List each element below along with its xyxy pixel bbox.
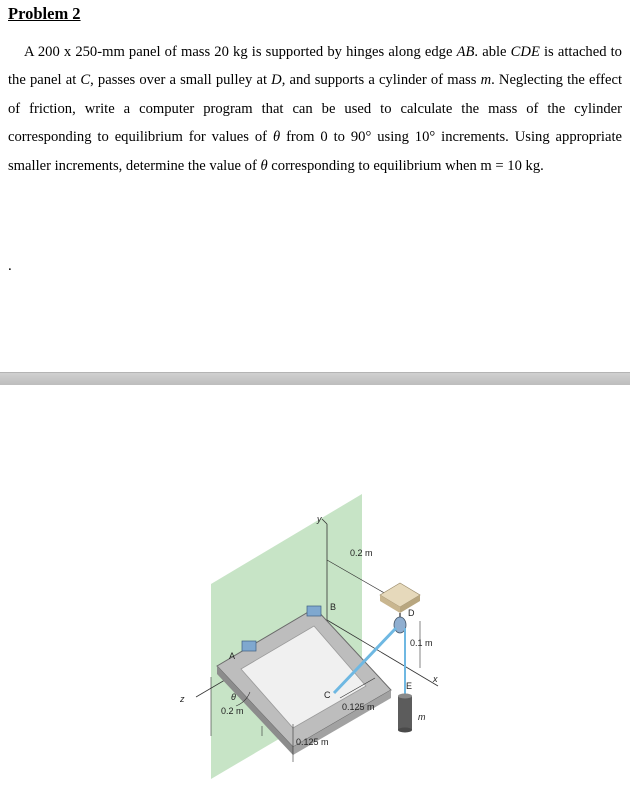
m-label: m — [418, 712, 426, 722]
dim-01m: 0.1 m — [410, 638, 433, 648]
x-label: x — [433, 674, 438, 684]
hinge-b — [307, 606, 321, 616]
y-label: y — [317, 514, 322, 524]
e-label: E — [406, 681, 413, 691]
d-label: D — [408, 608, 415, 618]
z-label: z — [180, 694, 185, 704]
cylinder-m — [398, 696, 412, 730]
panel-figure — [0, 384, 630, 787]
problem-title: Problem 2 — [8, 4, 81, 23]
c-label: C — [324, 690, 331, 700]
a-label: A — [229, 651, 236, 661]
dim-0125m-bottom: 0.125 m — [296, 737, 329, 747]
dim-0125m-right: 0.125 m — [342, 702, 375, 712]
hinge-a — [242, 641, 256, 651]
problem-statement: A 200 x 250-mm panel of mass 20 kg is supported by hinges along edge AB. able CDE is attached to the panel at C, passes over a small pulley at D, and supports a cylinder of mass m. Neglecting the effect of friction, write a computer program that can be used to calculate the mass of the cylinder corresponding to equilibrium for values of θ from 0 to 90° using 10° increments. Using appropriate smaller increments, determine the value of θ corresponding to equilibrium when m = 10 kg. — [8, 44, 622, 174]
dim-02m-left: 0.2 m — [221, 706, 244, 716]
dim-02m-top: 0.2 m — [350, 548, 373, 558]
stray-mark: . — [8, 258, 12, 274]
theta-label: θ — [231, 692, 236, 702]
b-label: B — [330, 602, 337, 612]
